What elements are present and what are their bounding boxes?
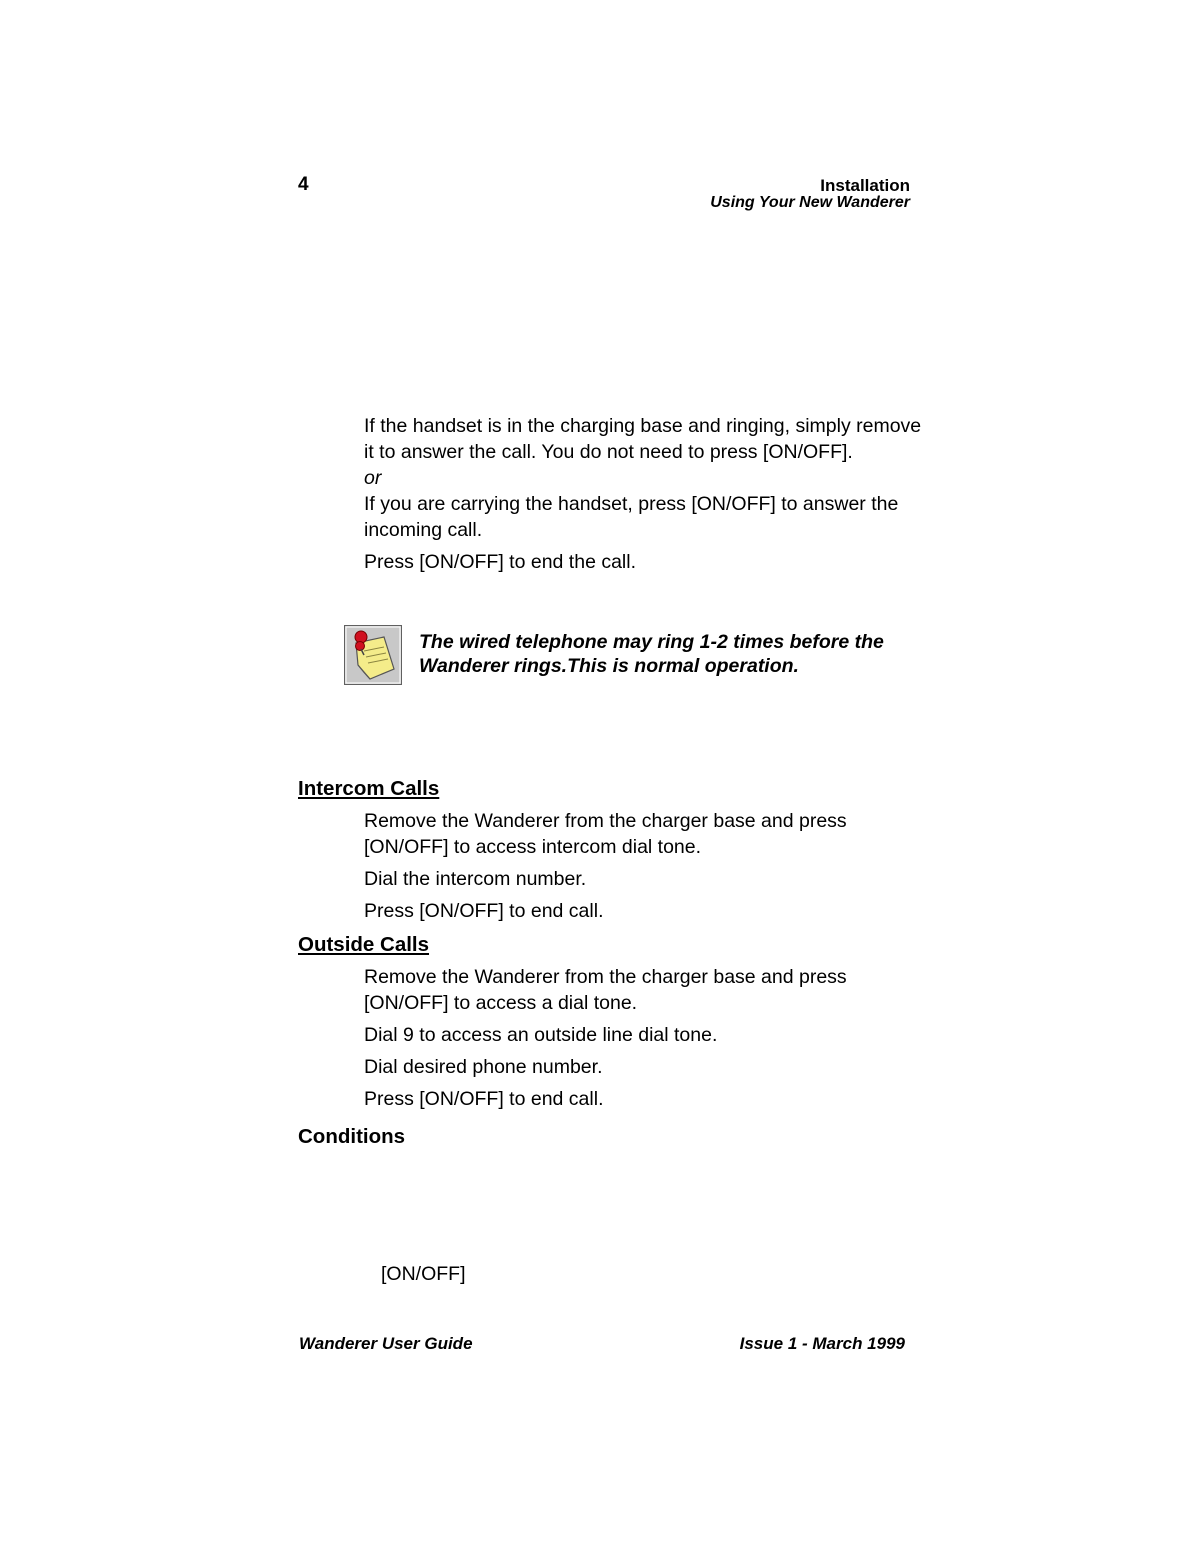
outside-calls-heading: Outside Calls: [298, 933, 430, 956]
conditions-heading: Conditions: [298, 1125, 406, 1148]
intercom-step-1: Remove the Wanderer from the charger base and press [ON/OFF] to access intercom dial tone.: [364, 810, 847, 858]
page-number: 4: [298, 174, 309, 195]
outside-step-2: Dial 9 to access an outside line dial tone.: [364, 1024, 718, 1046]
outside-step-4: Press [ON/OFF] to end call.: [364, 1088, 604, 1110]
conditions-onoff-label: [ON/OFF]: [381, 1263, 466, 1285]
answer-paragraph-1: If the handset is in the charging base and ringing, simply remove it to answer the call. You do not need to press [ON/OFF].: [364, 415, 922, 463]
note-text: The wired telephone may ring 1-2 times before the Wanderer rings.This is normal operation.: [419, 631, 884, 677]
footer-issue-date: Issue 1 - March 1999: [739, 1334, 905, 1353]
outside-step-1: Remove the Wanderer from the charger base and press [ON/OFF] to access a dial tone.: [364, 966, 847, 1014]
intercom-calls-heading: Intercom Calls: [298, 777, 440, 800]
header-subsection-title: Using Your New Wanderer: [710, 194, 910, 211]
note-pin-icon: [344, 625, 402, 685]
intercom-step-3: Press [ON/OFF] to end call.: [364, 900, 604, 922]
answer-instructions: [364, 413, 924, 575]
footer-guide-title: Wanderer User Guide: [299, 1334, 473, 1353]
intercom-step-2: Dial the intercom number.: [364, 868, 587, 890]
answer-paragraph-2: If you are carrying the handset, press [ON/OFF] to answer the incoming call.: [364, 493, 899, 541]
outside-step-3: Dial desired phone number.: [364, 1056, 603, 1078]
header-section-title: Installation: [820, 176, 910, 195]
answer-paragraph-3: Press [ON/OFF] to end the call.: [364, 551, 637, 573]
answer-or: or: [364, 467, 382, 489]
